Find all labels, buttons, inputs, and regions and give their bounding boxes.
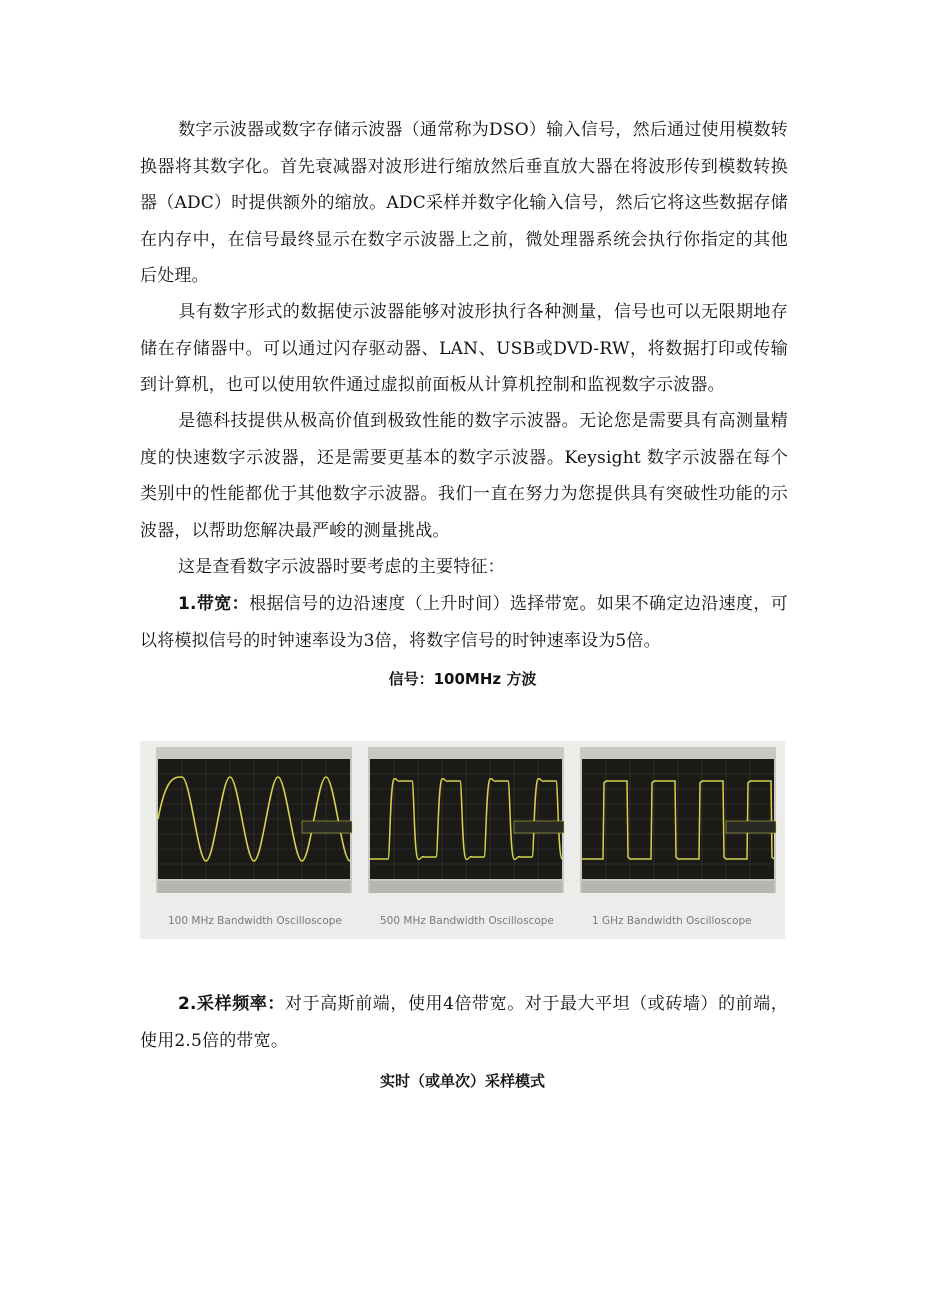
paragraph-keysight <box>140 403 788 549</box>
oscilloscope-comparison-figure <box>140 741 785 939</box>
scope-screen-1ghz <box>578 747 778 937</box>
scope-label: 1 GHz Bandwidth Oscilloscope <box>592 915 752 927</box>
paragraph-sampling-rate <box>140 986 788 1059</box>
scope-label: 100 MHz Bandwidth Oscilloscope <box>168 915 342 927</box>
paragraph-text: 是德科技提供从极高价值到极致性能的数字示波器。无论您是需要具有高测量精度的快速数字示波器，还是需要更基本的数字示波器。Keysight 数字示波器在每个类别中的性能都优于其他数字示波器。我们一直在努力为您提供具有突破性功能的示波器，以帮助您解决最严峻的测量挑战。 <box>140 411 788 541</box>
sampling-rate-heading: 2.采样频率： <box>178 994 285 1014</box>
scope-screen-100mhz <box>154 747 354 937</box>
paragraph-text: 具有数字形式的数据使示波器能够对波形执行各种测量，信号也可以无限期地存储在存储器中。可以通过闪存驱动器、LAN、USB或DVD-RW，将数据打印或传输到计算机，也可以使用软件通过虚拟前面板从计算机控制和监视数字示波器。 <box>140 302 788 395</box>
scope-100mhz <box>154 747 354 937</box>
paragraph-text: 这是查看数字示波器时要考虑的主要特征： <box>178 557 505 577</box>
bandwidth-text: 根据信号的边沿速度（上升时间）选择带宽。如果不确定边沿速度，可以将模拟信号的时钟速率设为3倍，将数字信号的时钟速率设为5倍。 <box>140 594 788 651</box>
scope-500mhz <box>366 747 566 937</box>
scope-label: 500 MHz Bandwidth Oscilloscope <box>380 915 554 927</box>
bandwidth-heading: 1.带宽： <box>178 594 250 614</box>
paragraph-digital-data <box>140 294 788 404</box>
scope-1ghz <box>578 747 778 937</box>
figure-caption-signal: 信号：100MHz 方波 <box>388 670 537 688</box>
paragraph-bandwidth <box>140 586 788 659</box>
figure-caption-realtime: 实时（或单次）采样模式 <box>379 1072 545 1090</box>
paragraph-text: 数字示波器或数字存储示波器（通常称为DSO）输入信号，然后通过使用模数转换器将其数字化。首先衰减器对波形进行缩放然后垂直放大器在将波形传到模数转换器（ADC）时提供额外的缩放。ADC采样并数字化输入信号，然后它将这些数据存储在内存中，在信号最终显示在数字示波器上之前，微处理器系统会执行你指定的其他后处理。 <box>140 120 788 286</box>
paragraph-dso-intro <box>140 112 788 295</box>
scope-screen-500mhz <box>366 747 566 937</box>
paragraph-features-intro <box>140 549 788 586</box>
sampling-rate-text: 对于高斯前端，使用4倍带宽。对于最大平坦（或砖墙）的前端，使用2.5倍的带宽。 <box>140 994 789 1051</box>
